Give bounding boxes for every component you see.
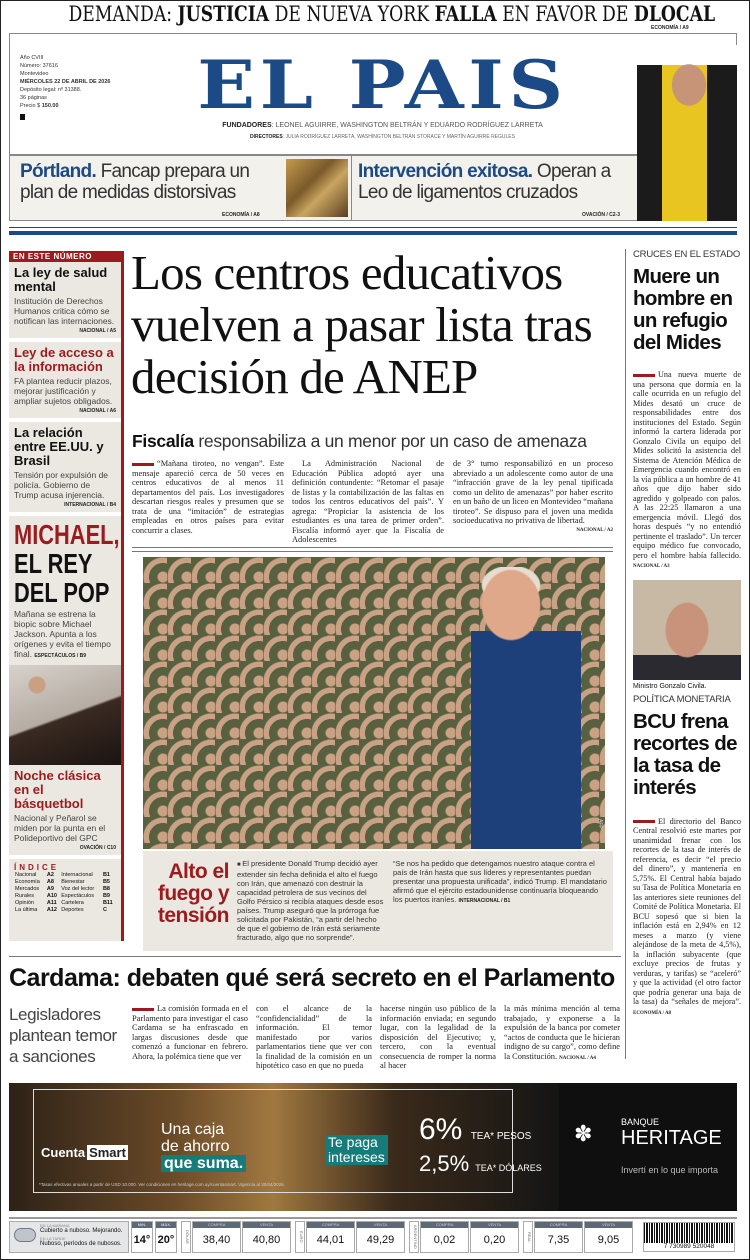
index-cell: B9 [102,893,110,899]
cardama-col-2: con el alcance de la “confidencialidad” de la información. El temor manifestado por varios parlamentarios tiene que ver con la finalidad de la comisión en un hipotético caso en que no pueda [256,1004,372,1070]
brand-part: Smart [89,1145,126,1160]
directors-label: DIRECTORES [250,134,283,140]
index-cell: Rurales [15,893,34,899]
fx-label: COMPRA [193,1222,240,1228]
item-text: Tensión por expulsión de policía. Gobierno de Trump acusa injerencia. [14,470,109,500]
divider [9,956,621,957]
index-cell: B8 [102,886,110,892]
price-label: Precio $ [20,103,42,109]
fx-value: 44,01 [316,1234,345,1246]
item-section: NACIONAL / A6 [79,408,116,414]
red-bar [132,1008,154,1011]
col-text: de 3° turno responsabilizó en un proceso abreviado a un adolescente como autor de una “infracción grave de la ley penal tipificada como un delito de amenazas” por haber escrito en un baño de un liceo en Montevideo “mañana tiroteo”. Se dispuso para el joven una medida socioeducativa no privativa de libertad. [453,459,614,525]
directors-names: : JULIA RODRÍGUEZ LARRETA, WASHINGTON BELTRÁN STORACE Y MARTÍN AGUIRRE REGULES [282,134,515,140]
rate-label: TEA* DÓLARES [475,1163,542,1173]
banner-bold: JUSTICIA [177,1,270,26]
index-cell: Espectáculos [61,893,94,899]
rate-value: 2,5% [419,1151,470,1176]
teaser-leo[interactable] [358,161,638,203]
am-forecast: Cubierto a nuboso. Mejorando. [40,1228,123,1234]
mark-icon [20,114,25,120]
fx-label: COMPRA [307,1222,354,1228]
founders-label: FUNDADORES [222,122,272,129]
index-cell: Deportes [61,907,84,913]
index-table [14,872,116,914]
teaser-text: Operan a Leo de ligamentos cruzados [358,161,611,203]
item-text: Institución de Derechos Humanos critica cómo se notifican las internaciones. [14,296,115,326]
sidebar-item-michael[interactable] [9,516,121,665]
main-col-1 [132,459,284,535]
sidebar-en-este-numero [9,251,124,941]
directors [160,134,605,141]
body-text: Una nueva muerte de una persona que dormía en la calle ocurrida en un refugio del Mides desató un cruce de responsabilidades entre dos instituciones del Estado. Según informó la cartera liderada por Gonzalo Civila un equipo del Mides solicitó la asistencia del Sistema de Atención Médica de Emergencia cuando encontró en la vía pública a un hombre de 41 años que dijo haber sido agredido y golpeado con palos. A las 22:25 llamaron a una emergencia móvil. Llegó dos horas después “y no entendió pertinente el traslado”. Un tercer equipo médico fue convocado, pero el hombre había fallecido. [633,370,741,560]
heritage-logo-icon: ✽ [574,1121,593,1146]
trump-troops-photo [143,557,605,849]
ad-pays-interest [325,1135,388,1165]
edition-year: Año CVIII [20,55,44,61]
index-cell: A2 [46,872,54,878]
sidebar-header: EN ESTE NÚMERO [9,251,121,262]
pages: 36 páginas [20,95,47,101]
index-cell: B11 [102,900,113,906]
teaser-bold: Pórtland. [20,161,97,182]
pay-line: intereses [328,1149,385,1165]
kicker: POLÍTICA MONETARIA [633,693,731,705]
index-row [14,907,116,914]
index [9,859,121,918]
index-cell: La última [15,907,38,913]
caption-col-1: ■ El presidente Donald Trump decidió ayer extender sin fecha definida el alto el fuego con Irán, que amenazó con destruir la capacidad petrolera de sus vecinos del Golfo Pérsico si recibía ataques desde esos países. Trump aseguró que la prórroga fue solicitada por Pakistán, “a partir del hecho de que el gobierno de Irán está seriamente fracturado, algo que no sorprende”. [237,859,384,942]
fx-value: 7,35 [547,1234,570,1246]
tagline-line: que suma. [161,1155,246,1172]
cement-bags-image [286,159,348,217]
index-cell: Mercados [15,886,40,892]
price: 150.00 [41,103,59,109]
caption-section: INTERNACIONAL / B1 [458,898,511,904]
article-section: NACIONAL / A2 [576,527,613,533]
teaser-bold: Intervención exitosa. [358,161,533,182]
item-title: Ley de acceso a la información [14,345,114,374]
sidebar-item[interactable] [9,765,121,859]
ad-fine-print: *Tasas efectivas anuales a partir de USD 10.000. Ver condiciones en heritage.com.uy/cuentasmart. Vigencia al 30/04/2026. [39,1182,286,1187]
item-title: Noche clásica en el básquetbol [14,768,101,811]
photo-caption [143,851,613,951]
bcu-body [633,817,741,1019]
index-cell: Bienestar [61,879,85,885]
index-cell: Economía [15,879,40,885]
index-cell: B1 [102,872,110,878]
cuenta-smart-logo [41,1145,128,1160]
caption-title: Alto el fuego y tensión [157,860,229,927]
item-text: FA plantea reducir plazos, mejorar justificación y ampliar sujetos obligados. [14,376,113,406]
main-col-2: La Administración Nacional de Educación Pública adoptó ayer una definición contundente: “Retomar el pasaje de listas y la contabilización de las faltas en todos los centros educativos del país”. Y agrega: “Propiciar la asistencia de los estudiantes es una tarea de primer orden”. Fiscalía informó ayer que la Fiscalía de Adolescentes [292,459,444,544]
temp-max [155,1221,177,1253]
weather-fx-bar [9,1217,737,1253]
edition-number: Número: 37616 [20,63,58,69]
bcu-headline[interactable]: BCU frena recortes de la tasa de interés [633,709,737,799]
main-headline[interactable]: Los centros educativos vuelven a pasar lista tras decisión de ANEP [131,245,592,404]
index-cell: Cartelera [61,900,84,906]
logo[interactable]: EL PAIS [197,46,568,124]
min-value: 14° [133,1234,151,1246]
cardama-headline[interactable]: Cardama: debaten qué será secreto en el Parlamento [9,964,615,992]
index-row [14,872,116,879]
fx-sell [584,1221,633,1253]
currency-label: DÓLAR [181,1221,191,1253]
index-cell: A10 [46,893,57,899]
teaser-portland[interactable] [20,161,284,203]
index-cell: A12 [46,907,57,913]
index-cell: A11 [46,900,57,906]
item-section: ESPECTÁCULOS / B9 [34,653,87,659]
subhead-text: responsabiliza a un menor por un caso de amenaza [193,431,587,451]
banner-section: ECONOMÍA / A9 [651,25,689,31]
photo-credit: AFP [597,819,603,829]
caption-col-2 [393,859,607,906]
fx-value: 9,05 [597,1234,620,1246]
kicker: CRUCES EN EL ESTADO [633,249,741,260]
col-text: la más mínima mención al tema trabajado, y exponerse a la expulsión de la banca por cometer “actos de conducta que le hicieran indigno de su cargo”, como define la Constitución. [504,1004,620,1061]
ad-tagline [161,1121,246,1172]
index-cell: C [102,907,107,913]
index-cell: A8 [46,879,54,885]
temp-min [131,1221,153,1253]
col-text: “Mañana tiroteo, no vengan”. Este mensaje apareció cerca de 50 veces en centros educativos de al menos 11 departamentos del país. Los investigadores descartan riesgos reales y presumen que se trata de una “imitación” de estrategias empleadas en otros países para evitar concurrir a clases. [132,459,284,535]
fx-label: VENTA [585,1222,632,1228]
index-row [14,886,116,893]
sidebar-item[interactable] [9,422,121,516]
brand-part: Cuenta [41,1145,86,1160]
bank-name: HERITAGE [621,1127,722,1149]
fx-buy [420,1221,469,1253]
currency-label: EURO [295,1221,305,1253]
fx-value: 49,29 [366,1234,395,1246]
col-text: La comisión formada en el Parlamento para investigar el caso Cardama se ha enfrascado en largas discusiones desde que comenzó a funcionar en febrero. Ahora, la polémica tiene que ver [132,1004,248,1061]
cardama-subhead: Legisladores plantean temor a sanciones [9,1005,117,1066]
heritage-ad[interactable] [9,1083,737,1211]
red-bar [633,820,655,823]
fx-value: 0,20 [483,1234,506,1246]
fx-value: 0,02 [433,1234,456,1246]
item-title: DEL POP [14,577,110,608]
item-title: EL REY [14,548,93,579]
banner-text: DEMANDA: [68,2,178,26]
fx-sell [356,1221,405,1253]
banner-text: DE NUEVA YORK [269,2,435,26]
main-subhead [132,431,622,451]
red-bar [633,374,655,377]
fx-label: COMPRA [535,1222,582,1228]
rate-pesos [419,1113,531,1154]
column-divider [625,249,626,1059]
divider [9,227,737,235]
index-cell: Nacional [15,872,37,878]
cloud-icon [14,1228,36,1242]
article-section: NACIONAL / A4 [559,1055,596,1061]
divider [351,156,352,220]
item-title: La relación entre EE.UU. y Brasil [14,425,104,468]
pm-label: EN LA TARDE [40,1236,66,1241]
item-section: INTERNACIONAL / B4 [64,502,116,508]
banner-bold: DLOCAL [633,1,716,26]
fx-label: VENTA [243,1222,290,1228]
barcode [643,1222,735,1252]
fx-sell [470,1221,519,1253]
mides-headline[interactable]: Muere un hombre en un refugio del Mides [633,265,733,354]
caption-text: “Se nos ha pedido que detengamos nuestro ataque contra el país de Irán hasta que sus líderes y representantes puedan presentar una propuesta unificada”, indicó Trump. El mandatario afirmó que el ejército estadounidense continuaría bloqueando los puertos iraníes. [393,859,607,904]
pay-line: Te paga [328,1134,378,1150]
item-section: OVACIÓN / C10 [79,845,116,851]
main-col-3 [453,459,613,535]
right-column [633,249,741,1018]
ad-slogan: Invertí en lo que importa [621,1165,719,1175]
index-row [14,893,116,900]
caption-text: El presidente Donald Trump decidió ayer extender sin fecha definida el alto el fuego con Irán, que amenazó con destruir la capacidad petrolera de sus vecinos del Golfo Pérsico si recibía ataques desde esos países. Trump aseguró que la prórroga fue solicitada por Pakistán, “a partir del hecho de que el gobierno de Irán está seriamente fracturado, algo que no sorprende”. [237,859,384,942]
item-text: Nacional y Peñarol se miden por la punta en el Polideportivo del GPC [14,813,106,843]
teasers-bar [9,155,737,221]
index-cell: Voz del lector [61,886,95,892]
divider [132,547,613,552]
teaser-text: Fancap prepara un plan de medidas distorsivas [20,161,250,203]
banner-text: EN FAVOR DE [496,2,634,26]
fx-value: 38,40 [202,1234,231,1246]
trump-figure [471,567,581,849]
founders-names: : LEONEL AGUIRRE, WASHINGTON BELTRÁN Y EDUARDO RODRÍGUEZ LARRETA [271,122,543,129]
edition-city: Montevideo [20,71,49,77]
fx-sell [242,1221,291,1253]
michael-jackson-image [9,665,121,765]
barcode-number: 7 730989 520048 [644,1243,734,1251]
item-section: NACIONAL / A5 [79,328,116,334]
mides-body [633,370,741,572]
sidebar-item[interactable] [9,342,121,422]
top-banner-headline[interactable] [68,1,716,26]
deposit: Depósito legal: nº 31388. [20,87,82,93]
heritage-logo [621,1117,722,1150]
max-value: 20° [157,1234,175,1246]
sidebar-item[interactable] [9,262,121,342]
photo-caption: Ministro Gonzalo Civila. [633,682,707,690]
fx-label: COMPRA [421,1222,468,1228]
cardama-col-1 [132,1004,248,1061]
article-section: ECONOMÍA / A8 [633,1010,672,1016]
fx-buy [306,1221,355,1253]
player-photo [637,45,737,221]
pm-forecast: Nuboso, períodos de nubosos. [40,1241,122,1247]
fx-buy [192,1221,241,1253]
fx-label: VENTA [471,1222,518,1228]
forecast [9,1221,129,1253]
founders [160,121,605,130]
red-bar [132,463,154,466]
currency-label: REAL [523,1221,533,1253]
rate-dollars [419,1151,542,1181]
fx-label: VENTA [357,1222,404,1228]
index-cell: Opinión [15,900,34,906]
item-title: La ley de salud mental [14,265,108,294]
rate-label: TEA* PESOS [470,1131,532,1142]
am-label: EN LA MAÑANA [40,1223,70,1228]
rate-value: 6% [419,1113,463,1146]
tagline-line: Una caja [161,1121,225,1138]
index-row [14,879,116,886]
fx-buy [534,1221,583,1253]
subhead-bold: Fiscalía [132,431,194,451]
cardama-col-3: hacerse ningún uso público de la información enviada; en segundo lugar, con la legalidad de la disposición del Ejecutivo; y, tercero, con la eventual consecuencia de romper la norma al hacer [380,1004,496,1070]
masthead [9,33,737,155]
banner-bold: FALLA [434,1,497,26]
edition-info [20,54,110,120]
fx-value: 40,80 [252,1234,281,1246]
body-text: El directorio del Banco Central resolvió este martes por unanimidad frenar con los recortes de la tasa de interés de referencia, es decir “el precio del dinero”, y mantenería en 5,75%. El Central había bajado su Tasa de Política Monetaria en las anteriores siete reuniones del Comité de Política Monetaria. El BCU sopesó que si bien la inflación está en 2,94% en 12 meses a marzo (y viene alejándose de la meta de 4,5%), la inflación subyacente (que excluye precios de frutas y verduras, y tarifas) se “aceleró” y que la actividad (el otro factor que podría generar una baja de la tasa) da “señales de mejora”. [633,816,742,1006]
index-row [14,900,116,907]
max-label: MÁX. [156,1222,176,1228]
cardama-col-4 [504,1004,620,1063]
item-title: MICHAEL, [14,519,120,550]
civila-photo [633,580,741,680]
teaser-section: OVACIÓN / C2-3 [582,212,620,218]
bank-name: BANQUE [621,1117,660,1127]
index-cell: B5 [102,879,110,885]
teaser-section: ECONOMÍA / A8 [222,212,260,218]
article-section: NACIONAL / A3 [633,564,670,569]
currency-label: ARGENTINO [409,1221,419,1253]
min-label: MIN. [132,1222,152,1228]
index-cell: A9 [46,886,54,892]
index-title: ÍNDICE [14,863,60,872]
edition-date: MIÉRCOLES 22 DE ABRIL DE 2026 [20,79,111,85]
tagline-line: de ahorro [161,1138,230,1155]
index-cell: Internacional [61,872,93,878]
item-text: Mañana se estrena la biopic sobre Michael Jackson. Apunta a los orígenes y evita el tiempo final. [14,609,111,659]
